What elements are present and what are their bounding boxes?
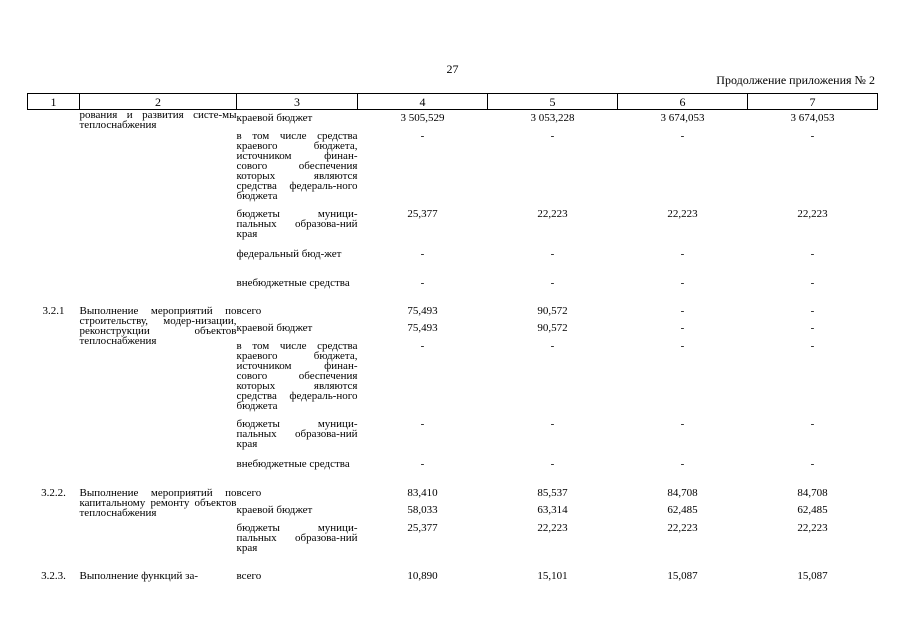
value-col-5: - xyxy=(550,339,555,352)
funding-source: краевой бюджет xyxy=(236,503,313,516)
value-col-6: - xyxy=(680,417,685,430)
value-col-7: 22,223 xyxy=(797,207,828,220)
value-col-5: - xyxy=(550,417,555,430)
item-number xyxy=(28,249,80,278)
table-row xyxy=(28,305,878,323)
col-header-1: 1 xyxy=(28,94,80,110)
funding-source: в том числе средства краевого бюджета, источником финан-сового обеспечения которых являются средства федераль-ного бюджета xyxy=(236,129,358,202)
value-col-6: 84,708 xyxy=(667,486,698,499)
item-number xyxy=(28,110,80,131)
table-row xyxy=(28,110,878,131)
value-col-5: 90,572 xyxy=(537,321,568,334)
value-col-7: 62,485 xyxy=(797,503,828,516)
page-number: 27 xyxy=(446,62,459,76)
value-col-6: - xyxy=(680,321,685,334)
funding-source: краевой бюджет xyxy=(236,321,313,334)
funding-source: всего xyxy=(236,569,262,582)
item-number xyxy=(28,131,80,209)
value-col-4: 58,033 xyxy=(407,503,438,516)
table-row xyxy=(28,571,878,587)
funding-source: бюджеты муници-пальных образова-ний края xyxy=(236,521,358,554)
funding-source: бюджеты муници-пальных образова-ний края xyxy=(236,417,358,450)
item-name: рования и развития систе-мы теплоснабжения xyxy=(79,109,237,131)
value-col-6: 15,087 xyxy=(667,569,698,582)
value-col-4: - xyxy=(420,457,425,470)
col-header-5: 5 xyxy=(488,94,618,110)
table-row xyxy=(28,487,878,505)
funding-source: краевой бюджет xyxy=(236,112,313,124)
value-col-7: - xyxy=(810,321,815,334)
item-name: Выполнение функций за- xyxy=(79,569,199,582)
value-col-7: 22,223 xyxy=(797,521,828,534)
value-col-4: - xyxy=(420,276,425,289)
value-col-7: 84,708 xyxy=(797,486,828,499)
value-col-7: - xyxy=(810,339,815,352)
item-number: 3.2.3. xyxy=(41,569,66,582)
value-col-4: 25,377 xyxy=(407,521,438,534)
value-col-5: 85,537 xyxy=(537,486,568,499)
funding-source: в том числе средства краевого бюджета, источником финан-сового обеспечения которых являются средства федераль-ного бюджета xyxy=(236,339,358,412)
value-col-6: - xyxy=(680,276,685,289)
item-number: 3.2.1 xyxy=(42,304,65,317)
value-col-5: 90,572 xyxy=(537,304,568,317)
value-col-4: - xyxy=(420,129,425,142)
funding-source: всего xyxy=(236,486,262,499)
appendix-caption: Продолжение приложения № 2 xyxy=(716,73,875,87)
col-header-6: 6 xyxy=(618,94,748,110)
value-col-7: 3 674,053 xyxy=(790,112,835,124)
value-col-6: 3 674,053 xyxy=(660,112,705,124)
value-col-5: 22,223 xyxy=(537,207,568,220)
value-col-7: - xyxy=(810,129,815,142)
value-col-6: - xyxy=(680,339,685,352)
value-col-7: - xyxy=(810,417,815,430)
col-header-4: 4 xyxy=(358,94,488,110)
value-col-7: - xyxy=(810,304,815,317)
item-number: 3.2.2. xyxy=(41,486,66,499)
budget-table xyxy=(27,93,878,587)
value-col-5: 22,223 xyxy=(537,521,568,534)
value-col-4: - xyxy=(420,339,425,352)
funding-source: федеральный бюд-жет xyxy=(236,247,342,260)
value-col-4: 83,410 xyxy=(407,486,438,499)
value-col-4: - xyxy=(420,417,425,430)
value-col-5: 3 053,228 xyxy=(530,112,575,124)
value-col-4: 25,377 xyxy=(407,207,438,220)
value-col-4: 75,493 xyxy=(407,321,438,334)
value-col-6: - xyxy=(680,304,685,317)
value-col-5: - xyxy=(550,247,555,260)
value-col-6: - xyxy=(680,247,685,260)
item-name: Выполнение мероприятий по строительству, модер-низации, реконструкции объектов теплоснабжения xyxy=(79,304,237,347)
item-number xyxy=(28,278,80,305)
col-header-7: 7 xyxy=(748,94,878,110)
funding-source: внебюджетные средства xyxy=(236,457,350,470)
item-number xyxy=(28,209,80,249)
value-col-4: - xyxy=(420,247,425,260)
value-col-4: 10,890 xyxy=(407,569,438,582)
value-col-5: 63,314 xyxy=(537,503,568,516)
value-col-6: - xyxy=(680,129,685,142)
value-col-6: 22,223 xyxy=(667,521,698,534)
column-number-row xyxy=(28,94,878,110)
value-col-5: - xyxy=(550,276,555,289)
value-col-7: 15,087 xyxy=(797,569,828,582)
value-col-5: - xyxy=(550,457,555,470)
value-col-4: 75,493 xyxy=(407,304,438,317)
item-name: Выполнение мероприятий по капитальному ремонту объектов теплоснабжения xyxy=(79,486,237,519)
value-col-7: - xyxy=(810,457,815,470)
value-col-6: 62,485 xyxy=(667,503,698,516)
value-col-7: - xyxy=(810,276,815,289)
funding-source: всего xyxy=(236,304,262,317)
value-col-7: - xyxy=(810,247,815,260)
value-col-5: 15,101 xyxy=(537,569,568,582)
col-header-3: 3 xyxy=(237,94,358,110)
value-col-5: - xyxy=(550,129,555,142)
funding-source: бюджеты муници-пальных образова-ний края xyxy=(236,207,358,240)
spacer-row xyxy=(28,557,878,571)
value-col-6: 22,223 xyxy=(667,207,698,220)
col-header-2: 2 xyxy=(80,94,237,110)
value-col-6: - xyxy=(680,457,685,470)
value-col-4: 3 505,529 xyxy=(400,112,445,124)
funding-source: внебюджетные средства xyxy=(236,276,350,289)
